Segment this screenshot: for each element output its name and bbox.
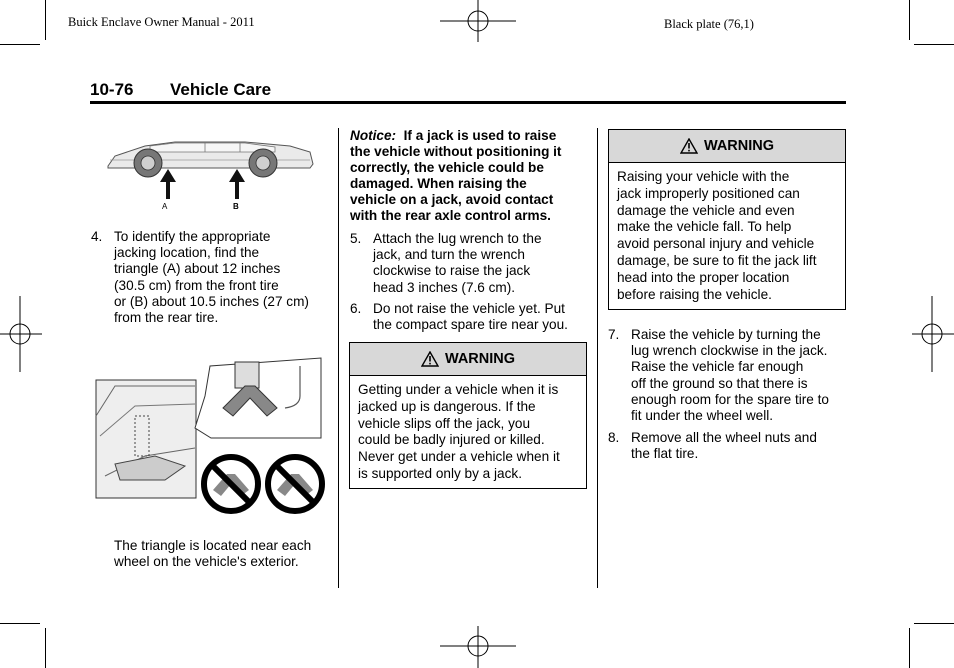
warning-text: Raising your vehicle with the jack improperly positioned can damage the vehicle and even make the vehicle fall. To help avoid personal injury and vehicle damage, be sure to fit the jack lift head into the proper location before raising the vehicle. — [617, 169, 817, 302]
figure-label-a: A — [162, 202, 168, 211]
notice-label: Notice: — [350, 128, 397, 143]
warning-box — [608, 129, 846, 310]
crop-mark — [909, 0, 910, 40]
column-divider — [338, 128, 339, 588]
registration-mark-right — [912, 296, 954, 372]
step-text: Raise the vehicle by turning the lug wrench clockwise in the jack. Raise the vehicle far enough off the ground so that there is enough room for the spare tire to fit under the wheel well. — [631, 327, 829, 424]
vehicle-side-illustration — [105, 136, 317, 212]
warning-triangle-icon — [680, 138, 698, 154]
warning-box — [349, 342, 587, 489]
page-number: 10-76 — [90, 80, 134, 99]
warning-text: Getting under a vehicle when it is jacked up is dangerous. If the vehicle slips off the jack, you could be badly injured or killed. Never get under a vehicle when it is supported only by a jack. — [358, 382, 560, 481]
crop-mark — [914, 623, 954, 624]
step-text: Attach the lug wrench to the jack, and turn the wrench clockwise to raise the jack head 3 inches (7.6 cm). — [373, 231, 542, 295]
crop-mark — [909, 628, 910, 668]
figure-label-b: B — [233, 202, 239, 211]
warning-triangle-icon — [421, 351, 439, 367]
crop-mark — [45, 0, 46, 40]
step-8 — [608, 430, 848, 464]
step-5 — [350, 231, 586, 297]
step-text: Do not raise the vehicle yet. Put the compact spare tire near you. — [373, 301, 568, 333]
figure-caption: The triangle is located near each wheel on the vehicle's exterior. — [114, 538, 312, 570]
registration-mark-bottom — [440, 626, 516, 668]
plate-label: Black plate (76,1) — [664, 17, 754, 31]
step-number: 8. — [608, 430, 620, 445]
registration-mark-top — [440, 0, 516, 42]
section-heading — [90, 80, 271, 100]
warning-header — [609, 130, 845, 163]
step-4 — [91, 229, 331, 329]
registration-mark-left — [0, 296, 42, 372]
step-6 — [350, 301, 586, 335]
step-number: 7. — [608, 327, 620, 342]
step-7 — [608, 327, 848, 427]
crop-mark — [45, 628, 46, 668]
step-number: 4. — [91, 229, 103, 244]
step-text: To identify the appropriate jacking location, find the triangle (A) about 12 inches (30.5 cm) from the front tire or (B) about 10.5 inches (27 cm) from the rear tire. — [114, 229, 309, 326]
step-number: 5. — [350, 231, 362, 246]
column-divider — [597, 128, 598, 588]
manual-title: Buick Enclave Owner Manual - 2011 — [68, 15, 255, 29]
notice-block: Notice: If a jack is used to raise the vehicle without positioning it correctly, the vehicle could be damaged. When raising the vehicle on a jack, avoid contact with the rear axle control arms. — [350, 128, 562, 223]
section-title: Vehicle Care — [170, 80, 272, 99]
step-text: Remove all the wheel nuts and the flat tire. — [631, 430, 817, 462]
crop-mark — [914, 44, 954, 45]
section-rule — [90, 101, 846, 104]
crop-mark — [0, 623, 40, 624]
jack-placement-illustration — [95, 356, 327, 516]
crop-mark — [0, 44, 40, 45]
warning-title: WARNING — [444, 351, 516, 367]
warning-title: WARNING — [703, 138, 775, 154]
step-number: 6. — [350, 301, 362, 316]
warning-header — [350, 343, 586, 376]
